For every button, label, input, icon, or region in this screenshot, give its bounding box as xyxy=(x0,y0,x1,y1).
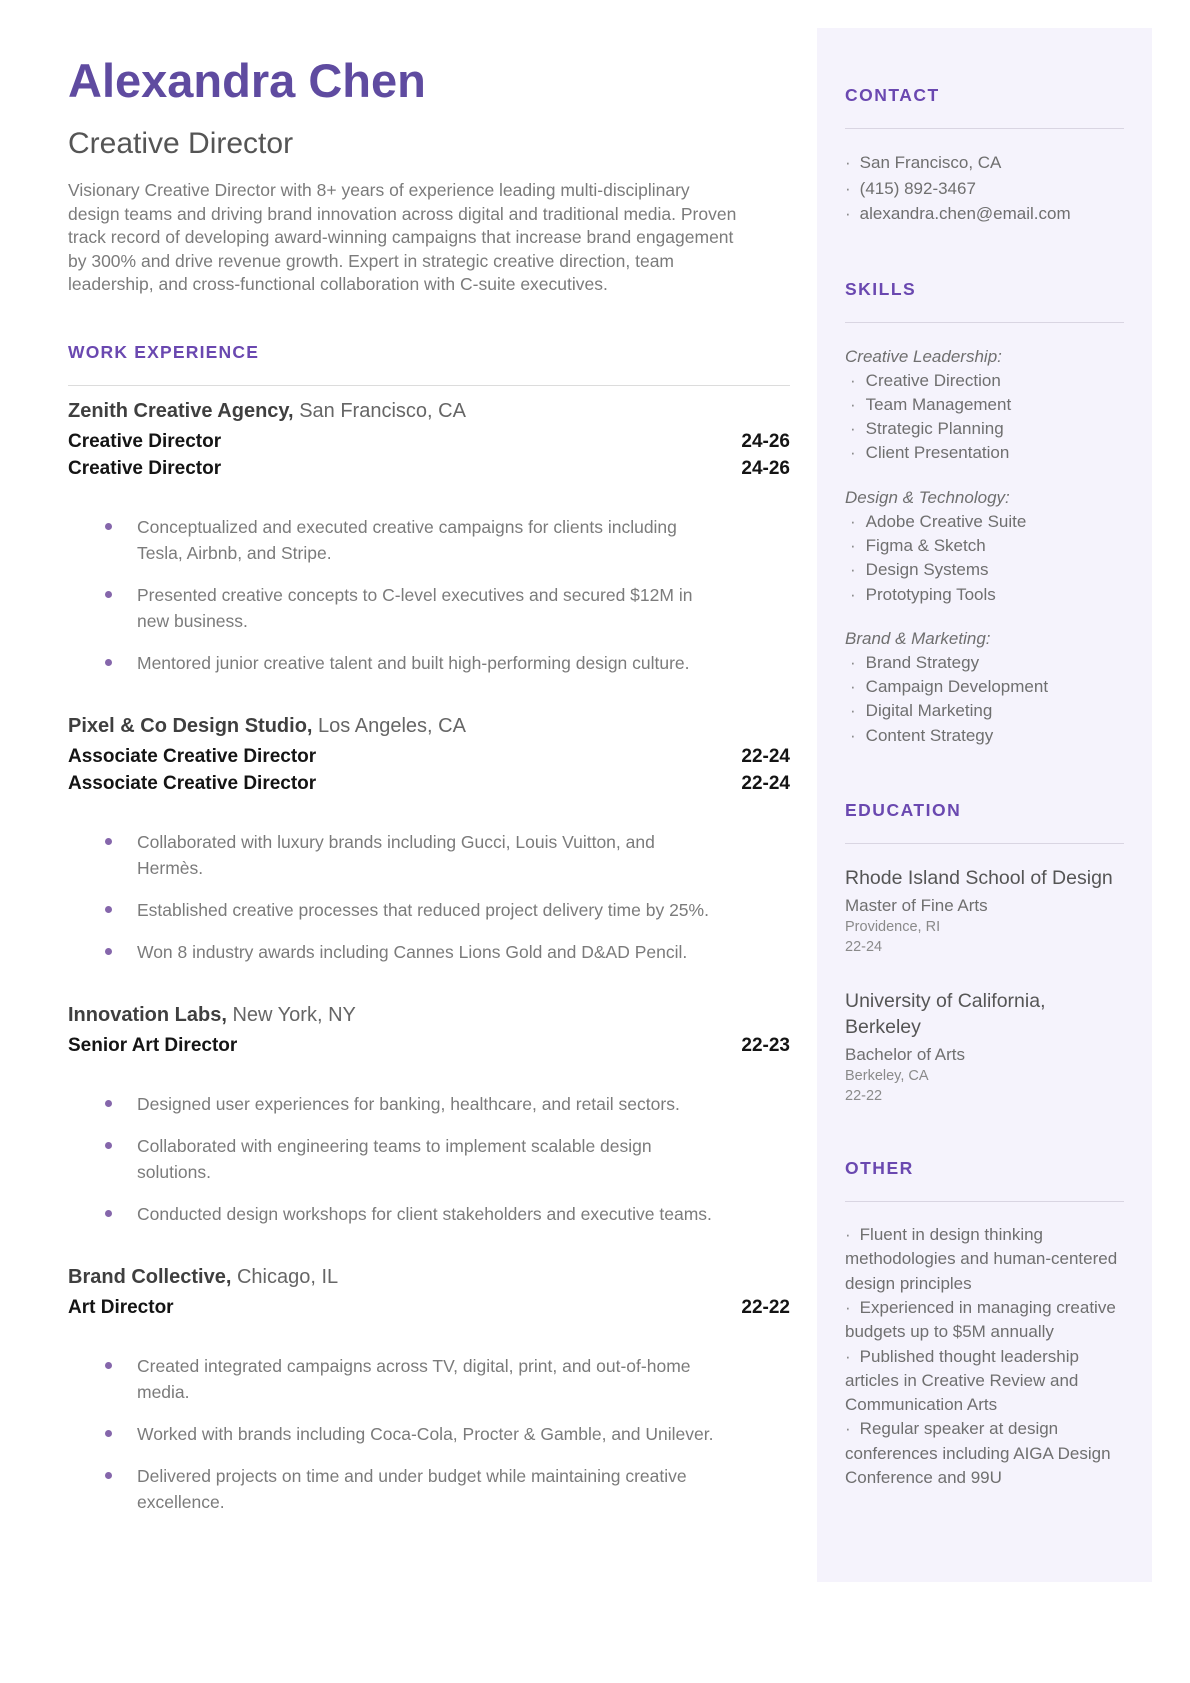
bullet-icon xyxy=(105,948,112,955)
dot-icon: · xyxy=(845,1225,851,1245)
job-list xyxy=(68,398,790,1515)
skill-item xyxy=(845,583,1124,607)
summary-paragraph: Visionary Creative Director with 8+ years of experience leading multi-disciplinary design teams and driving brand innovation across digital and traditional media. Proven track record of developing award-winning campaigns that increase brand engagement by 300% and drive revenue growth. Expert in strategic creative direction, team leadership, and cross-functional collaboration with C-suite executives. xyxy=(68,180,737,295)
bullet-text: Delivered projects on time and under budget while maintaining creative excellence. xyxy=(137,1466,687,1513)
dot-icon: · xyxy=(845,178,851,198)
skill-text: Digital Marketing xyxy=(865,701,993,721)
role-title: Art Director xyxy=(68,1297,174,1319)
job-entry-zenith xyxy=(68,398,790,676)
bullet-text: Collaborated with luxury brands including Gucci, Louis Vuitton, and Hermès. xyxy=(137,832,655,879)
bullet-item xyxy=(68,1133,790,1185)
company-name: Brand Collective, xyxy=(68,1266,232,1289)
person-name: Alexandra Chen xyxy=(68,54,426,107)
dot-icon: · xyxy=(850,419,856,439)
dot-icon: · xyxy=(850,535,856,555)
school-degree: Master of Fine Arts xyxy=(845,896,988,916)
bullet-text: Designed user experiences for banking, healthcare, and retail sectors. xyxy=(137,1094,680,1115)
bullet-item xyxy=(68,1353,790,1405)
other-text: Experienced in managing creative budgets up to $5M annually xyxy=(845,1297,1116,1342)
sidebar-divider xyxy=(845,322,1124,323)
job-entry-pixel-co xyxy=(68,713,790,965)
bullet-list xyxy=(68,1091,790,1227)
bullet-item xyxy=(68,829,790,881)
skill-text: Brand Strategy xyxy=(865,652,980,672)
other-heading: OTHER xyxy=(845,1158,914,1179)
skill-group-design-technology xyxy=(845,485,1124,607)
skill-group-brand-marketing xyxy=(845,626,1124,748)
dot-icon: · xyxy=(850,725,856,745)
role-title: Associate Creative Director xyxy=(68,746,317,768)
dot-icon: · xyxy=(845,153,851,172)
other-text: Published thought leadership articles in Creative Review and Communication Arts xyxy=(845,1346,1079,1415)
skill-item xyxy=(845,534,1124,558)
sidebar-divider xyxy=(845,1201,1124,1202)
skill-text: Content Strategy xyxy=(865,725,994,745)
bullet-icon xyxy=(105,1472,112,1479)
skill-text: Creative Direction xyxy=(865,370,1001,390)
bullet-text: Collaborated with engineering teams to implement scalable design solutions. xyxy=(137,1136,652,1183)
role-title: Creative Director xyxy=(68,458,222,480)
skill-group-creative-leadership xyxy=(845,344,1124,466)
contact-email xyxy=(845,201,1124,227)
bullet-item xyxy=(68,897,790,923)
education-section xyxy=(845,800,1124,1106)
role-dates: 22-24 xyxy=(741,773,790,795)
dot-icon: · xyxy=(850,701,856,721)
education-heading: EDUCATION xyxy=(845,800,962,821)
dot-icon: · xyxy=(845,1297,851,1317)
sidebar-divider xyxy=(845,843,1124,844)
skills-heading: SKILLS xyxy=(845,278,917,299)
contact-heading: CONTACT xyxy=(845,85,940,105)
skill-group-label: Creative Leadership: xyxy=(845,346,1002,366)
role-dates: 24-26 xyxy=(741,431,790,453)
bullet-list xyxy=(68,829,790,965)
contact-text: San Francisco, CA xyxy=(859,153,1002,172)
other-item xyxy=(845,1223,1124,1296)
bullet-item xyxy=(68,1421,790,1447)
skill-item xyxy=(845,675,1124,699)
bullet-text: Mentored junior creative talent and built high-performing design culture. xyxy=(137,653,690,674)
school-name: University of California, Berkeley xyxy=(845,990,1046,1039)
other-item xyxy=(845,1296,1124,1345)
contact-text: (415) 892-3467 xyxy=(859,178,976,198)
job-entry-innovation-labs xyxy=(68,1002,790,1227)
dot-icon: · xyxy=(845,1419,851,1439)
skill-item xyxy=(845,441,1124,465)
school-location: Providence, RI xyxy=(845,919,941,936)
company-location: New York, NY xyxy=(232,1004,356,1027)
company-line xyxy=(68,398,790,425)
company-location: San Francisco, CA xyxy=(299,400,466,423)
bullet-icon xyxy=(105,591,112,598)
bullet-text: Worked with brands including Coca-Cola, Procter & Gamble, and Unilever. xyxy=(137,1424,714,1445)
bullet-icon xyxy=(105,906,112,913)
bullet-icon xyxy=(105,659,112,666)
section-divider xyxy=(68,385,790,386)
skill-item xyxy=(845,393,1124,417)
company-name: Zenith Creative Agency, xyxy=(68,400,294,423)
school-entry-risd xyxy=(845,865,1124,957)
bullet-text: Established creative processes that reduced project delivery time by 25%. xyxy=(137,900,709,921)
job-entry-brand-collective xyxy=(68,1264,790,1515)
main-content xyxy=(68,54,790,1552)
company-location: Chicago, IL xyxy=(236,1266,339,1289)
bullet-icon xyxy=(105,1210,112,1217)
other-section xyxy=(845,1158,1124,1490)
skills-section xyxy=(845,279,1124,749)
company-line xyxy=(68,1264,790,1291)
contact-phone xyxy=(845,176,1124,202)
role-row xyxy=(68,1032,790,1059)
contact-section xyxy=(845,85,1124,227)
school-name: Rhode Island School of Design xyxy=(845,867,1113,890)
dot-icon: · xyxy=(850,677,856,697)
bullet-list xyxy=(68,514,790,676)
sidebar-divider xyxy=(845,128,1124,129)
other-item xyxy=(845,1345,1124,1418)
bullet-text: Conceptualized and executed creative campaigns for clients including Tesla, Airbnb, and Stripe. xyxy=(137,517,677,564)
other-text: Regular speaker at design conferences including AIGA Design Conference and 99U xyxy=(845,1419,1111,1488)
role-title: Creative Director xyxy=(68,431,222,453)
dot-icon: · xyxy=(845,1346,851,1366)
dot-icon: · xyxy=(845,204,851,223)
skill-item xyxy=(845,651,1124,675)
bullet-text: Presented creative concepts to C-level executives and secured $12M in new business. xyxy=(137,585,693,632)
skill-text: Adobe Creative Suite xyxy=(865,511,1027,531)
bullet-icon xyxy=(105,838,112,845)
role-row xyxy=(68,743,790,770)
bullet-icon xyxy=(105,1142,112,1149)
company-line xyxy=(68,1002,790,1029)
company-name: Innovation Labs, xyxy=(68,1004,227,1027)
school-location: Berkeley, CA xyxy=(845,1068,929,1085)
dot-icon: · xyxy=(850,652,856,672)
company-location: Los Angeles, CA xyxy=(318,715,466,738)
work-experience-heading: WORK EXPERIENCE xyxy=(68,342,260,363)
skill-item xyxy=(845,724,1124,748)
bullet-item xyxy=(68,1463,790,1515)
skill-item xyxy=(845,369,1124,393)
bullet-text: Created integrated campaigns across TV, digital, print, and out-of-home media. xyxy=(137,1356,691,1403)
company-name: Pixel & Co Design Studio, xyxy=(68,715,313,738)
dot-icon: · xyxy=(850,560,856,580)
role-dates: 24-26 xyxy=(741,458,790,480)
bullet-text: Conducted design workshops for client stakeholders and executive teams. xyxy=(137,1204,712,1225)
skill-text: Campaign Development xyxy=(865,677,1049,697)
role-row xyxy=(68,770,790,797)
skill-text: Client Presentation xyxy=(865,443,1010,463)
contact-location xyxy=(845,150,1124,176)
bullet-text: Won 8 industry awards including Cannes Lions Gold and D&AD Pencil. xyxy=(137,942,688,963)
role-title: Associate Creative Director xyxy=(68,773,317,795)
bullet-item xyxy=(68,514,790,566)
dot-icon: · xyxy=(850,394,856,414)
skill-text: Strategic Planning xyxy=(865,419,1004,439)
bullet-item xyxy=(68,1201,790,1227)
role-dates: 22-23 xyxy=(741,1035,790,1057)
role-row xyxy=(68,455,790,482)
person-title: Creative Director xyxy=(68,127,294,161)
bullet-icon xyxy=(105,1100,112,1107)
skill-group-label: Design & Technology: xyxy=(845,487,1010,507)
other-text: Fluent in design thinking methodologies and human-centered design principles xyxy=(845,1225,1118,1293)
dot-icon: · xyxy=(850,584,856,604)
skill-group-label: Brand & Marketing: xyxy=(845,628,991,648)
role-row xyxy=(68,1294,790,1321)
bullet-item xyxy=(68,582,790,634)
school-dates: 22-22 xyxy=(845,1087,883,1104)
skill-item xyxy=(845,417,1124,441)
skill-text: Team Management xyxy=(865,394,1012,414)
company-line xyxy=(68,713,790,740)
bullet-item xyxy=(68,939,790,965)
bullet-list xyxy=(68,1353,790,1515)
role-dates: 22-24 xyxy=(741,746,790,768)
school-entry-berkeley xyxy=(845,988,1124,1106)
role-title: Senior Art Director xyxy=(68,1035,238,1057)
bullet-icon xyxy=(105,1430,112,1437)
bullet-icon xyxy=(105,1362,112,1369)
role-dates: 22-22 xyxy=(741,1297,790,1319)
other-item xyxy=(845,1417,1124,1490)
bullet-item xyxy=(68,1091,790,1117)
school-degree: Bachelor of Arts xyxy=(845,1045,966,1065)
bullet-item xyxy=(68,650,790,676)
skill-text: Figma & Sketch xyxy=(865,535,986,555)
sidebar xyxy=(817,28,1152,1582)
dot-icon: · xyxy=(850,370,856,390)
role-row xyxy=(68,428,790,455)
skill-item xyxy=(845,699,1124,723)
skill-text: Design Systems xyxy=(865,560,989,580)
dot-icon: · xyxy=(850,443,856,463)
contact-text: alexandra.chen@email.com xyxy=(859,204,1071,223)
skill-item xyxy=(845,558,1124,582)
skill-text: Prototyping Tools xyxy=(865,584,996,604)
dot-icon: · xyxy=(850,511,856,531)
skill-item xyxy=(845,510,1124,534)
school-dates: 22-24 xyxy=(845,938,883,955)
bullet-icon xyxy=(105,523,112,530)
